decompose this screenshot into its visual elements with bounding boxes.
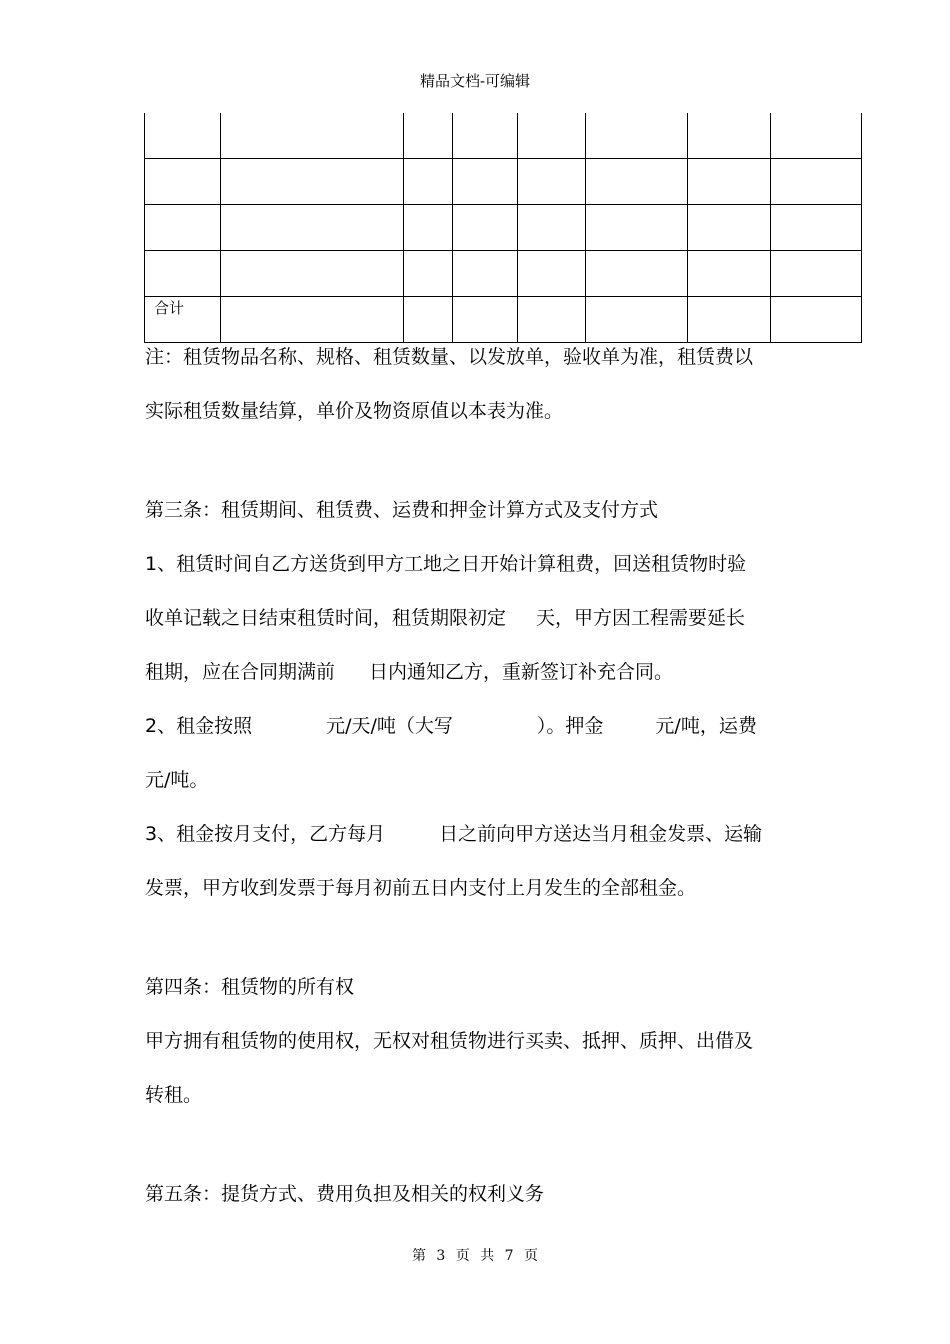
table-cell: [453, 113, 518, 159]
article-4-title: 第四条：租赁物的所有权: [145, 976, 355, 998]
cell-text: [145, 205, 220, 206]
article-3-para-2-line-1: [145, 714, 757, 738]
table-cell: [688, 159, 771, 205]
table-cell: [518, 251, 586, 297]
table-cell: [518, 205, 586, 251]
cell-text: [518, 205, 585, 206]
article-4-para-1-line-2: 转租。: [145, 1084, 203, 1106]
cell-text: [404, 159, 452, 160]
table-cell: [145, 159, 221, 205]
cell-text: [221, 205, 403, 206]
article-3-para-1-line-1: 1、租赁时间自乙方送货到甲方工地之日开始计算租费，回送租赁物时验: [145, 553, 747, 575]
table-cell: [688, 113, 771, 159]
table-cell: [453, 251, 518, 297]
text-segment: 租期，应在合同期满前: [145, 661, 336, 683]
cell-text: [688, 159, 770, 160]
table-cell: [688, 297, 771, 343]
text-segment: 日之前向甲方送达当月租金发票、运输: [439, 823, 763, 845]
cell-text: [518, 113, 585, 114]
table-cell: [404, 159, 453, 205]
table-cell: [221, 159, 404, 205]
table-row: [145, 159, 862, 205]
cell-text: [586, 159, 687, 160]
cell-text: [518, 297, 585, 298]
table-cell: [221, 297, 404, 343]
text-segment: 3、租金按月支付，乙方每月: [145, 823, 386, 845]
cell-text: [453, 159, 517, 160]
article-3-title: 第三条：租赁期间、租赁费、运费和押金计算方式及支付方式: [145, 499, 659, 521]
table-cell: [453, 297, 518, 343]
table-cell: [404, 297, 453, 343]
table-cell: [771, 159, 862, 205]
cell-text: [518, 251, 585, 252]
cell-text: [404, 297, 452, 298]
table-row: [145, 205, 862, 251]
cell-text: [145, 251, 220, 252]
cell-text: [453, 205, 517, 206]
text-segment: 日内通知乙方，重新签订补充合同。: [369, 661, 674, 683]
cell-text: [771, 205, 861, 206]
table-cell: [586, 297, 688, 343]
cell-text: [771, 113, 861, 114]
cell-text: [688, 251, 770, 252]
cell-text: [518, 159, 585, 160]
table-cell: [453, 159, 518, 205]
cell-text: [771, 159, 861, 160]
table-cell: [688, 205, 771, 251]
table-cell: [145, 297, 221, 343]
table-cell: [771, 251, 862, 297]
cell-text: [453, 113, 517, 114]
cell-text: 合计: [154, 299, 185, 317]
article-3-para-3-line-2: 发票，甲方收到发票于每月初前五日内支付上月发生的全部租金。: [145, 877, 697, 899]
cell-text: [688, 297, 770, 298]
table-cell: [221, 113, 404, 159]
table-cell: [145, 251, 221, 297]
table-cell: [221, 251, 404, 297]
article-5-title: 第五条：提货方式、费用负担及相关的权利义务: [145, 1183, 545, 1205]
table-cell: [771, 297, 862, 343]
text-segment: ）。押金: [536, 715, 604, 737]
table-cell: [221, 205, 404, 251]
article-3-para-1-line-2: [145, 606, 745, 630]
table-cell: [586, 205, 688, 251]
cell-text: [771, 297, 861, 298]
page-footer: 第 3 页 共 7 页: [411, 1248, 539, 1264]
article-4-para-1-line-1: 甲方拥有租赁物的使用权，无权对租赁物进行买卖、抵押、质押、出借及: [145, 1030, 754, 1052]
cell-text: [586, 251, 687, 252]
text-segment: 元/吨，运费: [655, 715, 757, 737]
cell-text: [404, 251, 452, 252]
article-3-para-2-line-2: 元/吨。: [145, 769, 209, 791]
table-cell: [404, 205, 453, 251]
note-line-2: 实际租赁数量结算，单价及物资原值以本表为准。: [145, 400, 564, 422]
table-cell: [453, 205, 518, 251]
text-segment: 2、租金按照: [145, 715, 253, 737]
table-cell: [771, 113, 862, 159]
cell-text: [145, 159, 220, 160]
table-cell: [404, 251, 453, 297]
table-cell: [688, 251, 771, 297]
cell-text: [453, 251, 517, 252]
cell-text: [221, 251, 403, 252]
table-row: [145, 251, 862, 297]
article-3-para-3-line-1: [145, 822, 762, 846]
text-segment: 元/天/吨（大写: [326, 715, 453, 737]
cell-text: [688, 113, 770, 114]
table-cell: [145, 113, 221, 159]
table-cell: [771, 205, 862, 251]
cell-text: [771, 251, 861, 252]
cell-text: [586, 297, 687, 298]
note-line-1: 注：租赁物品名称、规格、租赁数量、以发放单，验收单为准，租赁费以: [145, 346, 754, 368]
table-row: [145, 113, 862, 159]
text-segment: 天，甲方因工程需要延长: [536, 607, 746, 629]
table-cell: [518, 297, 586, 343]
cell-text: [145, 113, 220, 114]
article-3-para-1-line-3: [145, 660, 673, 684]
cell-text: [586, 113, 687, 114]
cell-text: [404, 113, 452, 114]
text-segment: 收单记载之日结束租赁时间，租赁期限初定: [145, 607, 507, 629]
table-cell: [518, 159, 586, 205]
table-cell: [145, 205, 221, 251]
cell-text: [221, 159, 403, 160]
table-cell: [586, 159, 688, 205]
cell-text: [453, 297, 517, 298]
rental-items-table: [144, 113, 862, 343]
cell-text: [404, 205, 452, 206]
cell-text: [586, 205, 687, 206]
page-header: 精品文档-可编辑: [419, 72, 531, 90]
table-row: [145, 297, 862, 343]
cell-text: [221, 113, 403, 114]
table-cell: [404, 113, 453, 159]
cell-text: [221, 297, 403, 298]
table-cell: [586, 113, 688, 159]
table-cell: [586, 251, 688, 297]
table-cell: [518, 113, 586, 159]
cell-text: [688, 205, 770, 206]
